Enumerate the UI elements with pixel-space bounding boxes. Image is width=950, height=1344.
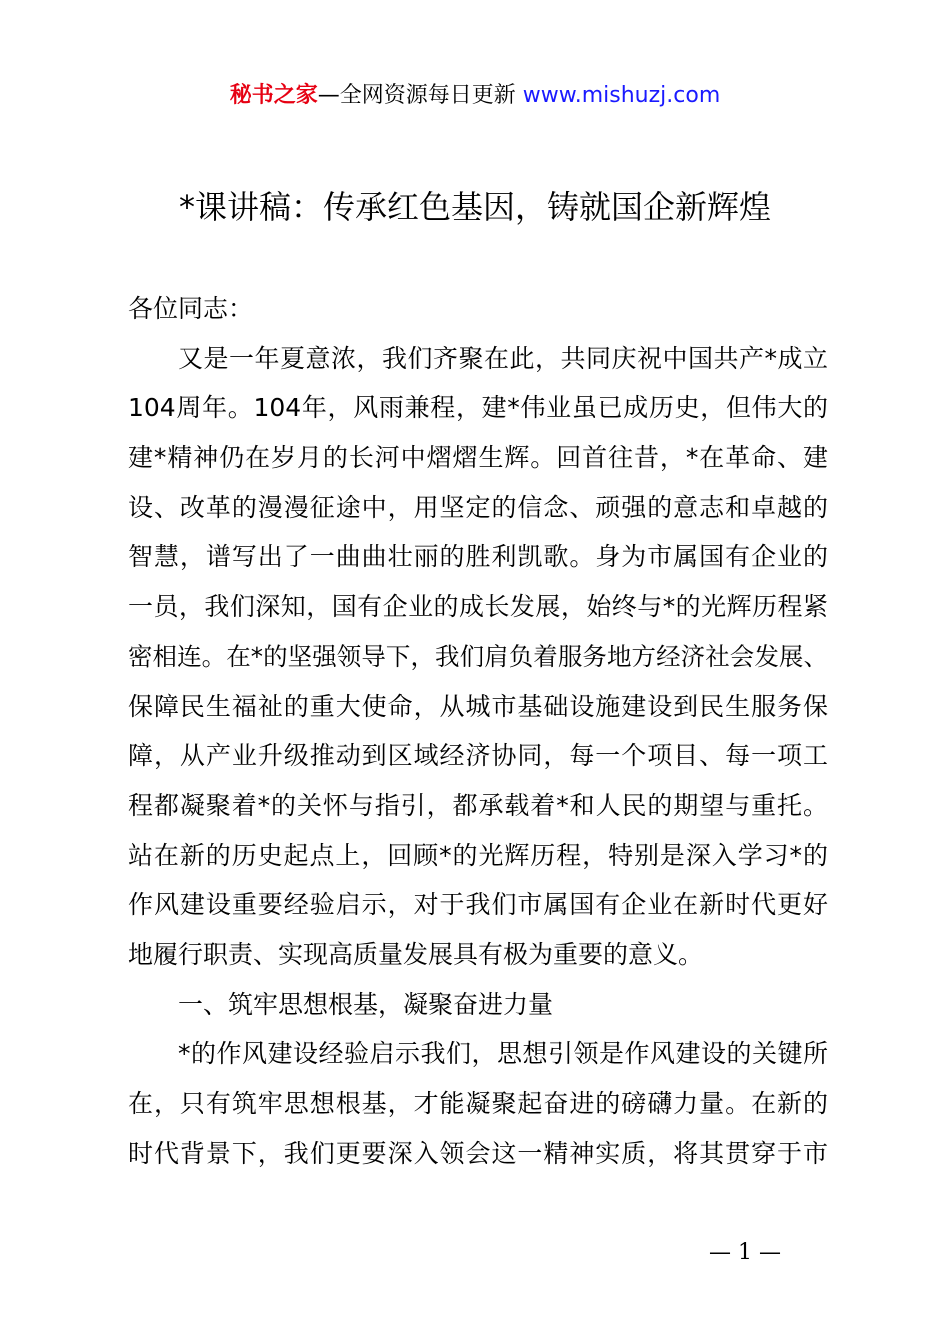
- document-body: [128, 284, 828, 1178]
- paragraph-line: 在，只有筑牢思想根基，才能凝聚起奋进的磅礴力量。在新的: [128, 1089, 828, 1118]
- paragraph-line: 一员，我们深知，国有企业的成长发展，始终与*的光辉历程紧: [128, 592, 828, 622]
- paragraph-line: 又是一年夏意浓，我们齐聚在此，共同庆祝中国共产*成立: [178, 343, 828, 373]
- site-header: [0, 80, 950, 112]
- page-number: — 1 —: [709, 1240, 781, 1265]
- section-heading: 一、筑牢思想根基，凝聚奋进力量: [178, 989, 554, 1019]
- site-brand: 秘书之家: [229, 83, 318, 108]
- salutation: 各位同志：: [128, 294, 254, 323]
- paragraph-line: 设、改革的漫漫征途中，用坚定的信念、顽强的意志和卓越的: [128, 492, 828, 522]
- paragraph-line: 智慧，谱写出了一曲曲壮丽的胜利凯歌。身为市属国有企业的: [128, 542, 828, 572]
- site-url[interactable]: www.mishuzj.com: [515, 83, 721, 108]
- paragraph-line: 站在新的历史起点上，回顾*的光辉历程，特别是深入学习*的: [128, 840, 828, 870]
- paragraph-line: 密相连。在*的坚强领导下，我们肩负着服务地方经济社会发展、: [128, 641, 828, 671]
- site-slogan: —全网资源每日更新: [317, 83, 516, 108]
- paragraph-line: 地履行职责、实现高质量发展具有极为重要的意义。: [128, 939, 704, 969]
- paragraph-line: 保障民生福祉的重大使命，从城市基础设施建设到民生服务保: [128, 691, 828, 721]
- paragraph-line: 作风建设重要经验启示，对于我们市属国有企业在新时代更好: [128, 890, 828, 920]
- paragraph-line: *的作风建设经验启示我们，思想引领是作风建设的关键所: [178, 1039, 828, 1069]
- document-title: *课讲稿：传承红色基因，铸就国企新辉煌: [178, 188, 771, 226]
- paragraph-line: 障，从产业升级推动到区域经济协同，每一个项目、每一项工: [128, 741, 828, 771]
- paragraph-line: 104周年。104年，风雨兼程，建*伟业虽已成历史，但伟大的: [128, 393, 828, 423]
- paragraph-line: 时代背景下，我们更要深入领会这一精神实质，将其贯穿于市: [128, 1138, 828, 1168]
- paragraph-line: 建*精神仍在岁月的长河中熠熠生辉。回首往昔，*在革命、建: [128, 443, 828, 473]
- paragraph-line: 程都凝聚着*的关怀与指引，都承载着*和人民的期望与重托。: [128, 790, 828, 820]
